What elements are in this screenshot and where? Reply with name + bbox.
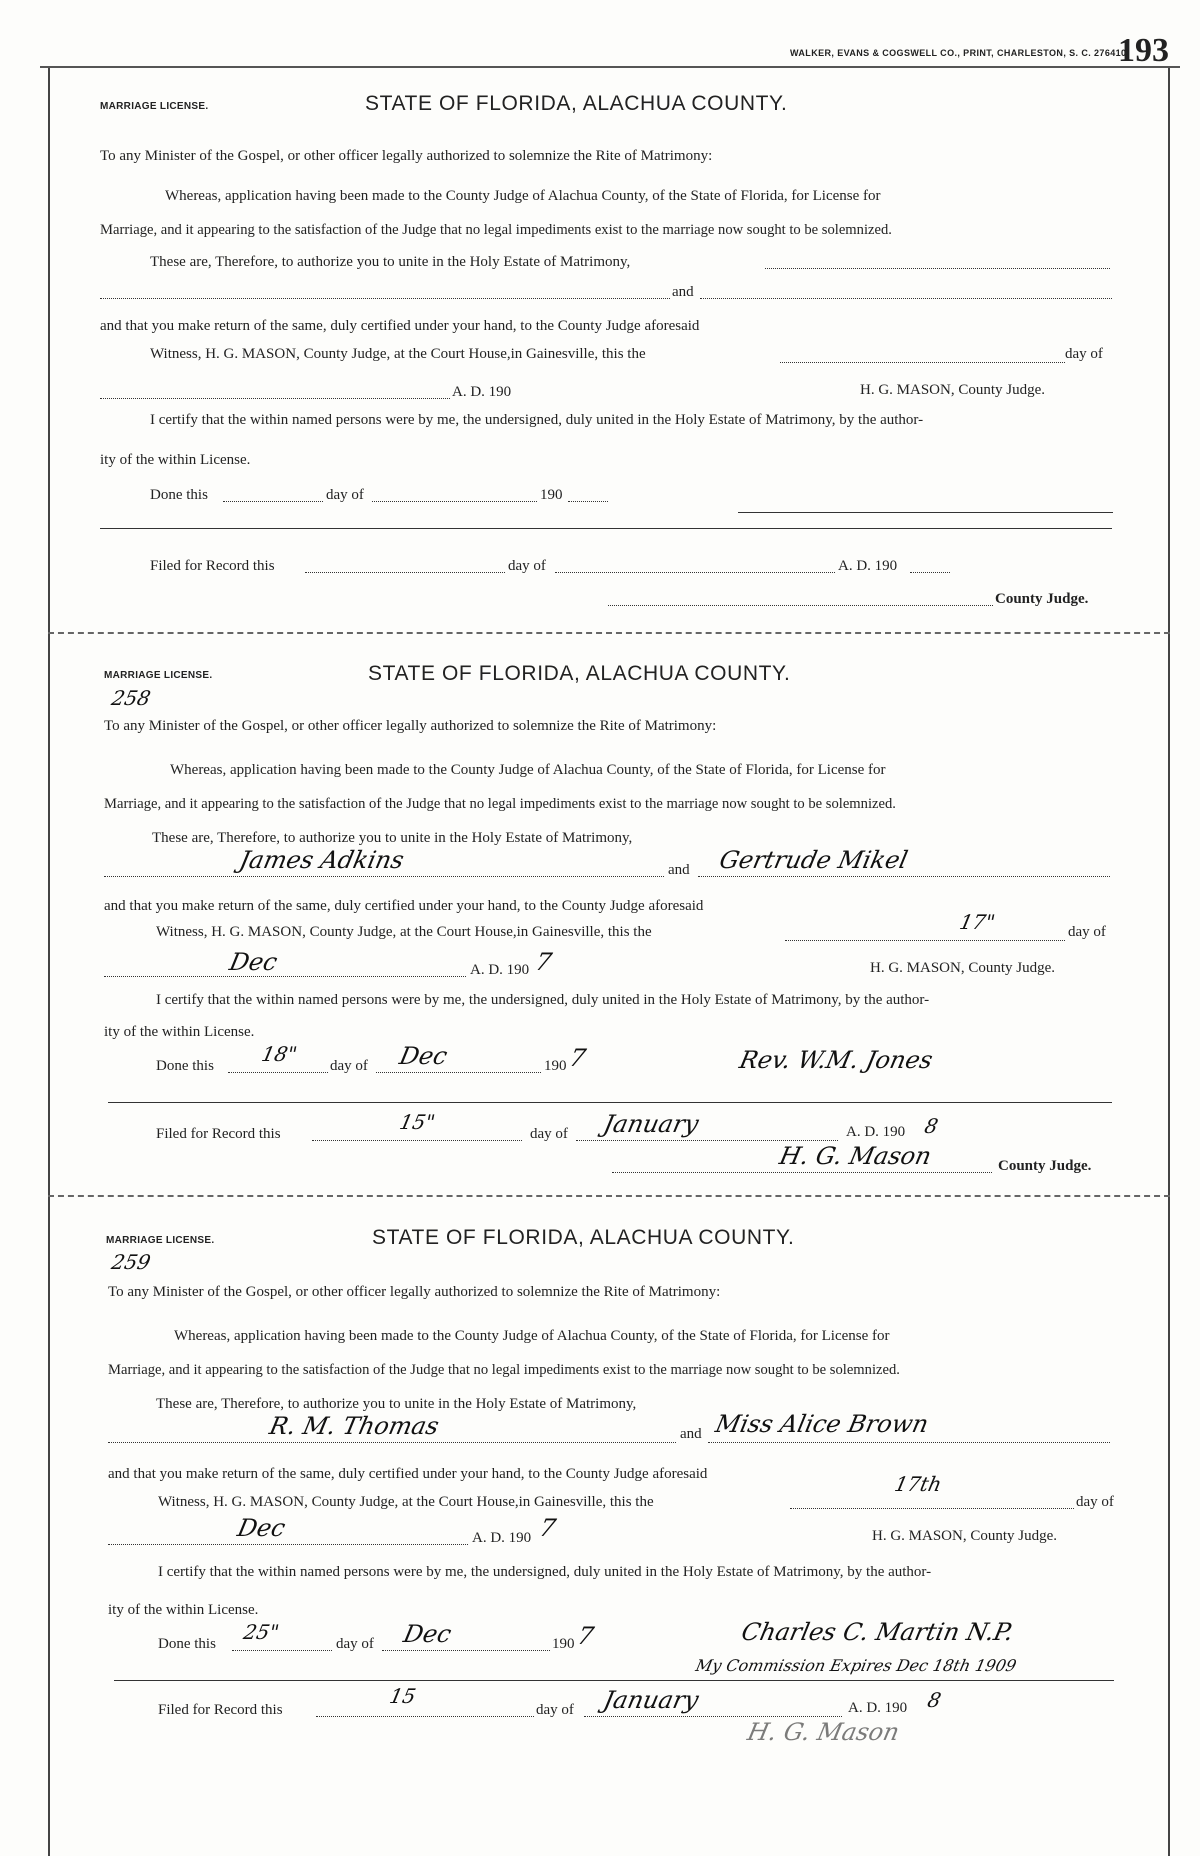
filed-month-line bbox=[576, 1140, 838, 1141]
filed-day-line bbox=[305, 572, 505, 573]
these-are-text: These are, Therefore, to authorize you to unite in the Holy Estate of Matrimony, bbox=[152, 830, 633, 846]
done-month: Dec bbox=[401, 1620, 454, 1648]
groom-line bbox=[100, 298, 670, 299]
witness-text: Witness, H. G. MASON, County Judge, at the Court House,in Gainesville, this the bbox=[150, 346, 646, 362]
salutation: To any Minister of the Gospel, or other officer legally authorized to solemnize the Rite of Matrimony: bbox=[108, 1284, 721, 1300]
filed-day: 15 bbox=[387, 1684, 419, 1708]
witness-month-line bbox=[104, 976, 466, 977]
witness-day-line bbox=[790, 1508, 1074, 1509]
salutation: To any Minister of the Gospel, or other officer legally authorized to solemnize the Rite of Matrimony: bbox=[104, 718, 717, 734]
filed-label: Filed for Record this bbox=[150, 558, 275, 574]
done-year-suffix: 7 bbox=[575, 1622, 597, 1650]
license-number: 259 bbox=[109, 1250, 153, 1274]
groom-line bbox=[108, 1442, 676, 1443]
done-month: Dec bbox=[397, 1042, 450, 1070]
section-separator-2 bbox=[48, 1195, 1170, 1197]
section-divider-line bbox=[108, 1102, 1112, 1103]
ity-text: ity of the within License. bbox=[104, 1024, 255, 1040]
ity-text: ity of the within License. bbox=[108, 1602, 259, 1618]
filed-signature: H. G. Mason bbox=[777, 1142, 934, 1170]
certify-text: I certify that the within named persons were by me, the undersigned, duly united in the Holy Estate of Matrimony, by the author- bbox=[156, 992, 930, 1008]
return-text: and that you make return of the same, duly certified under your hand, to the County Judge aforesaid bbox=[100, 318, 700, 334]
names-line-start bbox=[765, 268, 1110, 269]
county-judge-label: County Judge. bbox=[995, 591, 1089, 607]
county-judge-label: County Judge. bbox=[998, 1158, 1092, 1174]
printer-imprint: WALKER, EVANS & COGSWELL CO., PRINT, CHARLESTON, S. C. 276410 bbox=[790, 48, 1127, 58]
and-label: and bbox=[668, 862, 690, 878]
done-month-line bbox=[372, 501, 537, 502]
judge-signature-print: H. G. MASON, County Judge. bbox=[870, 960, 1056, 976]
ad-label: A. D. 190 bbox=[472, 1530, 532, 1546]
filed-ad-label: A. D. 190 bbox=[838, 558, 898, 574]
page-number: 193 bbox=[1118, 32, 1169, 69]
filed-ad-label: A. D. 190 bbox=[848, 1700, 908, 1716]
filed-day-line bbox=[312, 1140, 522, 1141]
these-are-text: These are, Therefore, to authorize you to unite in the Holy Estate of Matrimony, bbox=[150, 254, 631, 270]
done-day-line bbox=[232, 1650, 332, 1651]
done-year-suffix: 7 bbox=[567, 1044, 589, 1072]
bride-line bbox=[700, 298, 1112, 299]
filed-ad-label: A. D. 190 bbox=[846, 1124, 906, 1140]
done-day-line bbox=[228, 1072, 328, 1073]
done-this-label: Done this bbox=[156, 1058, 214, 1074]
witness-month: Dec bbox=[235, 1514, 288, 1542]
salutation: To any Minister of the Gospel, or other officer legally authorized to solemnize the Rite of Matrimony: bbox=[100, 148, 713, 164]
witness-month-line bbox=[108, 1544, 468, 1545]
and-label: and bbox=[672, 284, 694, 300]
these-are-text: These are, Therefore, to authorize you to unite in the Holy Estate of Matrimony, bbox=[156, 1396, 637, 1412]
done-month-line bbox=[376, 1072, 541, 1073]
ity-text: ity of the within License. bbox=[100, 452, 251, 468]
filed-month-line bbox=[584, 1716, 842, 1717]
bride-name: Miss Alice Brown bbox=[713, 1410, 932, 1438]
filed-label: Filed for Record this bbox=[156, 1126, 281, 1142]
whereas-text: Whereas, application having been made to the County Judge of Alachua County, of the State of Florida, for License for bbox=[174, 1328, 890, 1344]
section-divider-line bbox=[114, 1680, 1114, 1681]
filed-year-suffix: 8 bbox=[925, 1688, 944, 1712]
groom-line bbox=[104, 876, 664, 877]
officiant-signature-line bbox=[738, 512, 1113, 513]
officiant-signature: Rev. W.M. Jones bbox=[737, 1046, 936, 1074]
whereas-text: Whereas, application having been made to the County Judge of Alachua County, of the State of Florida, for License for bbox=[165, 188, 881, 204]
section-separator-1 bbox=[48, 632, 1170, 634]
witness-text: Witness, H. G. MASON, County Judge, at the Court House,in Gainesville, this the bbox=[156, 924, 652, 940]
witness-day: 17" bbox=[957, 910, 998, 934]
bride-name: Gertrude Mikel bbox=[717, 846, 911, 874]
witness-month: Dec bbox=[227, 948, 280, 976]
filed-month-line bbox=[555, 572, 835, 573]
filed-month: January bbox=[601, 1110, 702, 1138]
judge-signature-print: H. G. MASON, County Judge. bbox=[872, 1528, 1058, 1544]
certify-text: I certify that the within named persons were by me, the undersigned, duly united in the Holy Estate of Matrimony, by the author- bbox=[150, 412, 924, 428]
judge-signature-print: H. G. MASON, County Judge. bbox=[860, 382, 1046, 398]
filed-year-line bbox=[910, 572, 950, 573]
ad-label: A. D. 190 bbox=[452, 384, 512, 400]
return-text: and that you make return of the same, duly certified under your hand, to the County Judge aforesaid bbox=[108, 1466, 708, 1482]
filed-label: Filed for Record this bbox=[158, 1702, 283, 1718]
witness-month-line bbox=[100, 398, 450, 399]
filed-year-suffix: 8 bbox=[922, 1114, 941, 1138]
done-year-label: 190 bbox=[544, 1058, 567, 1074]
whereas-text: Whereas, application having been made to the County Judge of Alachua County, of the State of Florida, for License for bbox=[170, 762, 886, 778]
bride-line bbox=[708, 1442, 1110, 1443]
done-year-label: 190 bbox=[552, 1636, 575, 1652]
license-number: 258 bbox=[109, 686, 153, 710]
done-day: 18" bbox=[259, 1042, 300, 1066]
bride-line bbox=[698, 876, 1110, 877]
marriage-text: Marriage, and it appearing to the satisfaction of the Judge that no legal impediments exist to the marriage now sought to be solemnized. bbox=[104, 796, 896, 812]
day-of-label: day of bbox=[1068, 924, 1106, 940]
day-of-label: day of bbox=[1065, 346, 1103, 362]
done-day-of-label: day of bbox=[326, 487, 364, 503]
filed-signature-line bbox=[608, 605, 993, 606]
witness-day-line bbox=[785, 940, 1065, 941]
filed-day-of-label: day of bbox=[530, 1126, 568, 1142]
witness-year-suffix: 7 bbox=[533, 948, 555, 976]
done-year-line bbox=[568, 501, 608, 502]
filed-day-of-label: day of bbox=[508, 558, 546, 574]
witness-text: Witness, H. G. MASON, County Judge, at the Court House,in Gainesville, this the bbox=[158, 1494, 654, 1510]
officiant-commission-note: My Commission Expires Dec 18th 1909 bbox=[693, 1656, 1019, 1675]
license-label: MARRIAGE LICENSE. bbox=[106, 1235, 215, 1246]
ad-label: A. D. 190 bbox=[470, 962, 530, 978]
filed-day-of-label: day of bbox=[536, 1702, 574, 1718]
marriage-text: Marriage, and it appearing to the satisfaction of the Judge that no legal impediments exist to the marriage now sought to be solemnized. bbox=[100, 222, 892, 238]
groom-name: James Adkins bbox=[237, 846, 407, 874]
done-year-label: 190 bbox=[540, 487, 563, 503]
state-title: STATE OF FLORIDA, ALACHUA COUNTY. bbox=[368, 662, 791, 685]
state-title: STATE OF FLORIDA, ALACHUA COUNTY. bbox=[365, 92, 788, 115]
and-label: and bbox=[680, 1426, 702, 1442]
filed-signature-line bbox=[612, 1172, 992, 1173]
done-month-line bbox=[382, 1650, 550, 1651]
state-title: STATE OF FLORIDA, ALACHUA COUNTY. bbox=[372, 1226, 795, 1249]
license-label: MARRIAGE LICENSE. bbox=[104, 670, 213, 681]
filed-month: January bbox=[601, 1686, 702, 1714]
done-day-of-label: day of bbox=[330, 1058, 368, 1074]
filed-signature: H. G. Mason bbox=[745, 1718, 902, 1746]
done-this-label: Done this bbox=[158, 1636, 216, 1652]
done-day-line bbox=[223, 501, 323, 502]
witness-year-suffix: 7 bbox=[537, 1514, 559, 1542]
witness-day: 17th bbox=[892, 1472, 944, 1496]
groom-name: R. M. Thomas bbox=[267, 1412, 442, 1440]
marriage-text: Marriage, and it appearing to the satisfaction of the Judge that no legal impediments exist to the marriage now sought to be solemnized. bbox=[108, 1362, 900, 1378]
certify-text: I certify that the within named persons were by me, the undersigned, duly united in the Holy Estate of Matrimony, by the author- bbox=[158, 1564, 932, 1580]
done-day-of-label: day of bbox=[336, 1636, 374, 1652]
filed-day-line bbox=[316, 1716, 534, 1717]
day-of-label: day of bbox=[1076, 1494, 1114, 1510]
license-label: MARRIAGE LICENSE. bbox=[100, 101, 209, 112]
witness-day-line bbox=[780, 362, 1065, 363]
return-text: and that you make return of the same, duly certified under your hand, to the County Judge aforesaid bbox=[104, 898, 704, 914]
done-day: 25" bbox=[241, 1620, 282, 1644]
filed-day: 15" bbox=[397, 1110, 438, 1134]
officiant-signature: Charles C. Martin N.P. bbox=[739, 1618, 1016, 1646]
section-divider-line bbox=[100, 528, 1112, 529]
done-this-label: Done this bbox=[150, 487, 208, 503]
